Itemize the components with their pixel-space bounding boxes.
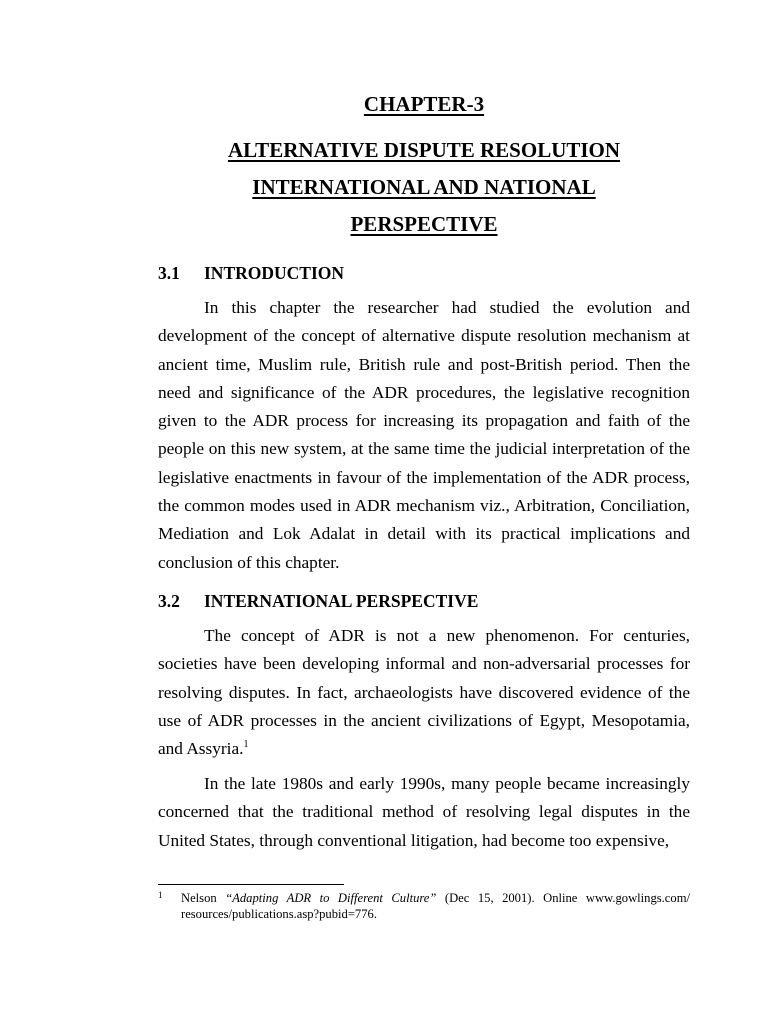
chapter-title-line-3: PERSPECTIVE — [350, 212, 498, 236]
section-title: INTERNATIONAL PERSPECTIVE — [204, 591, 479, 611]
footnote-title: “Adapting ADR to Different Culture” — [225, 891, 437, 905]
chapter-title-line-2: INTERNATIONAL AND NATIONAL — [252, 175, 596, 199]
footnote-body — [181, 890, 690, 922]
footnote-reference: 1 — [243, 739, 249, 751]
section-heading-international — [158, 591, 478, 612]
footnote-details: (Dec 15, 2001). Online www.gowlings.com/ resources/publications.asp?pubid=776. — [181, 891, 690, 921]
footnote — [158, 890, 690, 922]
paragraph-introduction: In this chapter the researcher had studied the evolution and development of the concept of alternative dispute resolution mechanism at ancient time, Muslim rule, British rule and post-British period. Then the need and significance of the ADR procedures, the legislative recognition given to the ADR process for increasing its propagation and faith of the people on this new system, at the same time the judicial interpretation of the legislative enactments in favour of the implementation of the ADR process, the common modes used in ADR mechanism viz., Arbitration, Conciliation, Mediation and Lok Adalat in detail with its practical implications and conclusion of this chapter. — [158, 298, 690, 572]
paragraph-international-2: In the late 1980s and early 1990s, many people became increasingly concerned that the traditional method of resolving legal disputes in the United States, through conventional litigation, had become too expensive, — [158, 774, 690, 850]
footnote-mark: 1 — [158, 890, 163, 900]
section-title: INTRODUCTION — [204, 263, 345, 283]
footnote-divider — [158, 884, 344, 885]
paragraph-text: The concept of ADR is not a new phenomenon. For centuries, societies have been developing informal and non-adversarial processes for resolving disputes. In fact, archaeologists have discovered evidence of the use of ADR processes in the ancient civilizations of Egypt, Mesopotamia, and Assyria. — [158, 626, 690, 759]
chapter-title-line-1: ALTERNATIVE DISPUTE RESOLUTION — [227, 138, 621, 162]
paragraph-international-1 — [158, 622, 690, 763]
section-number: 3.2 — [158, 591, 180, 611]
section-number: 3.1 — [158, 263, 180, 283]
footnote-author: Nelson — [181, 891, 217, 905]
chapter-number: CHAPTER-3 — [363, 92, 485, 116]
section-heading-introduction — [158, 263, 344, 284]
